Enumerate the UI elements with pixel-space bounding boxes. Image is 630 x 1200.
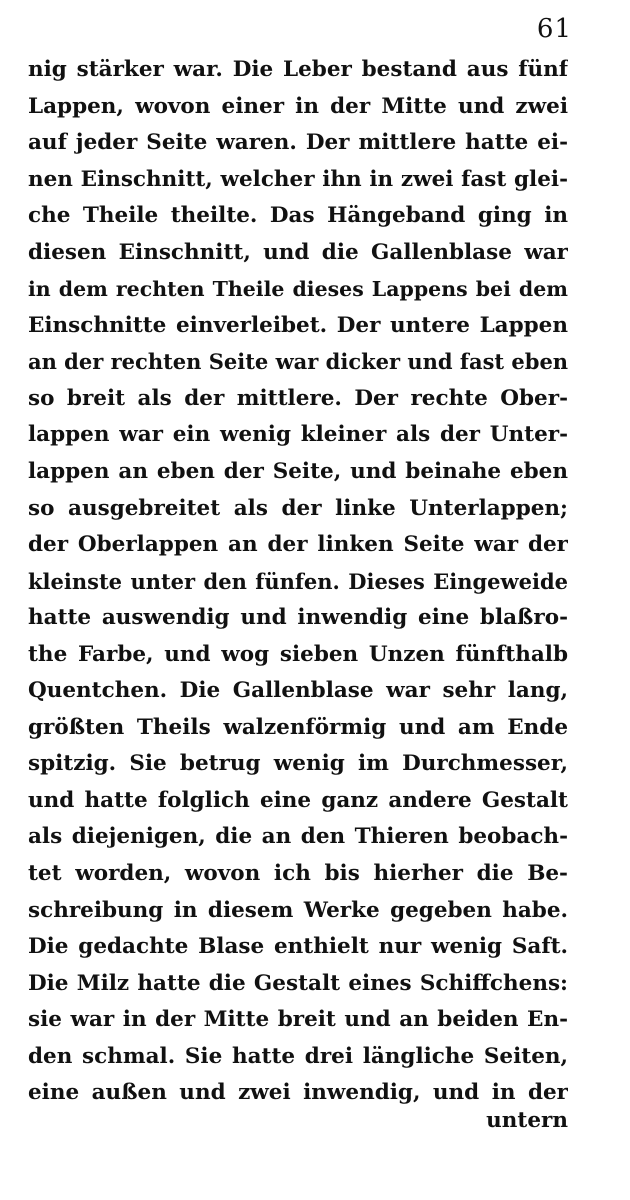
- text-line: Die gedachte Blase enthielt nur wenig Saft.: [28, 934, 568, 960]
- text-line: und hatte folglich eine ganz andere Gestalt: [28, 787, 568, 813]
- text-line: schreibung in diesem Werke gegeben habe.: [28, 897, 568, 923]
- text-line: the Farbe, und wog sieben Unzen fünfthalb: [28, 641, 568, 667]
- text-line: Quentchen. Die Gallenblase war sehr lang,: [28, 678, 568, 704]
- text-line: Die Milz hatte die Gestalt eines Schiffchens:: [28, 970, 568, 996]
- text-line: der Oberlappen an der linken Seite war der: [28, 532, 568, 558]
- text-line: eine außen und zwei inwendig, und in der: [28, 1080, 568, 1106]
- body-text: [28, 52, 568, 1112]
- text-line: diesen Einschnitt, und die Gallenblase war: [28, 239, 568, 265]
- text-line: auf jeder Seite waren. Der mittlere hatte ei-: [28, 130, 568, 156]
- text-line: den schmal. Sie hatte drei längliche Seiten,: [28, 1043, 568, 1069]
- text-line: als diejenigen, die an den Thieren beobach-: [28, 824, 568, 850]
- text-line: spitzig. Sie betrug wenig im Durchmesser,: [28, 751, 568, 777]
- catchword: untern: [486, 1108, 568, 1133]
- text-line: so ausgebreitet als der linke Unterlappen;: [28, 495, 568, 521]
- text-line: nig stärker war. Die Leber bestand aus fünf: [28, 57, 568, 82]
- text-line: Lappen, wovon einer in der Mitte und zwei: [28, 93, 568, 119]
- text-line: so breit als der mittlere. Der rechte Ober-: [28, 385, 568, 411]
- text-line: Einschnitte einverleibet. Der untere Lappen: [28, 312, 568, 338]
- text-line: tet worden, wovon ich bis hierher die Be-: [28, 861, 568, 887]
- text-line: an der rechten Seite war dicker und fast eben: [28, 349, 568, 375]
- text-line: hatte auswendig und inwendig eine blaßro-: [28, 605, 568, 631]
- text-line: größten Theils walzenförmig und am Ende: [28, 714, 568, 740]
- text-line: sie war in der Mitte breit und an beiden En-: [28, 1007, 568, 1033]
- text-line: nen Einschnitt, welcher ihn in zwei fast glei-: [28, 166, 568, 192]
- text-line: lappen an eben der Seite, und beinahe eben: [28, 459, 568, 485]
- text-line: in dem rechten Theile dieses Lappens bei dem: [28, 277, 568, 302]
- text-line: lappen war ein wenig kleiner als der Unter-: [28, 422, 568, 448]
- text-line: kleinste unter den fünfen. Dieses Eingeweide: [28, 568, 568, 594]
- page-number: 61: [536, 14, 572, 44]
- text-line: che Theile theilte. Das Hängeband ging in: [28, 203, 568, 229]
